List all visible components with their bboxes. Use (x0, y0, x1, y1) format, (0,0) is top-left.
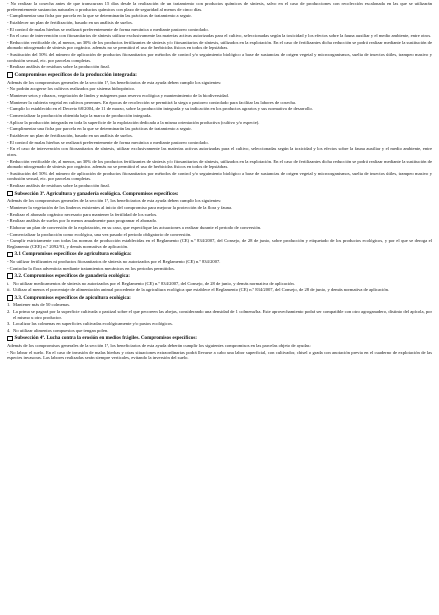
requirement-item: - Realizar análisis de residuos sobre la producción final. (7, 64, 110, 70)
checkbox-icon[interactable] (7, 295, 13, 301)
requirement-item: - En el caso de intervención con fitosanitarios de síntesis utilizar exclusivamente las materias activas autorizadas para el cultivo, seleccionadas según la toxicidad y los efectos sobre la fauna auxiliar y el medio ambiente, entre otros. (7, 33, 432, 39)
numbered-item (7, 302, 432, 308)
requirement-item: - No realizar la cosecha antes de que transcurran 15 días desde la realización de un tratamiento con productos químicos de síntesis, salvo en el caso de producciones con recolección escalonada en las que se utilizarán preferentemente sustancias naturales o productos químicos con plazo de seguridad al menos de cinco días. (7, 1, 432, 12)
numbered-item (7, 309, 432, 320)
subsection-heading: 3.1 Compromisos específicos de agricultura ecológica: (7, 251, 432, 257)
checkbox-icon[interactable] (7, 252, 13, 258)
requirement-item: - Realizar el abonado orgánico necesario para mantener la fertilidad de los suelos. (7, 211, 158, 217)
requirement-item: - Cumplir estrictamente con todas las normas de producción establecidas en el Reglamento (CE) n.º 834/2007, del Consejo, de 28 de junio, sobre producción y etiquetado de los productos ecológicos, y por el que se deroga el Reglamento (CEE) n.º 2092/91, y demás normativa de aplicación. (7, 238, 432, 249)
section-organic-livestock (7, 273, 432, 293)
requirement-item: - Sustitución del 50% del número de aplicación de productos fitosanitarios por métodos de control y/o seguimiento biológico a base de sustancias de origen vegetal y microorganismos, suelta de insectos útiles, trampeo masivo y confusión sexual, etc. por parcelas completas. (7, 170, 432, 182)
numbered-item (7, 321, 432, 327)
requirement-item: - No labrar el suelo. En el caso de invasión de malas hierbas y otras situaciones extraordinarias podrá llevarse a cabo una labor superficial, con cultivador, chisel o grada con anotación previa en el cuaderno de explotación de las especies invasoras. Las labores realizadas serán siempre verticales, evitando la inversión del suelo. (7, 349, 432, 361)
item-number: 4. (7, 327, 11, 333)
section-heading: Compromisos específicos de la producción integrada: (7, 72, 432, 78)
requirements-block (7, 1, 432, 70)
section-intro: Además de los compromisos generales de la sección 1ª, los beneficiarios de esta ayuda deberán cumplir los siguientes compromisos en las parcelas objeto de ayudas: (7, 343, 311, 349)
requirement-list (7, 350, 432, 361)
numbered-item (7, 281, 432, 287)
requirement-item: - Establecer un plan de fertilización, basado en un análisis de suelos. (7, 133, 133, 139)
section-organic-beekeeping (7, 295, 432, 334)
checkbox-icon[interactable] (7, 72, 13, 78)
checkbox-icon[interactable] (7, 336, 13, 342)
item-text: No utilizar alimentos compuestos que tengan polen. (13, 327, 109, 333)
requirement-item: - Elaborar un plan de conversión de la explotación, en su caso, que especifique las actuaciones a realizar durante el periodo de conversión. (7, 224, 262, 230)
requirement-item: - Sustitución del 50% del número de aplicación de productos fitosanitarios por métodos de control y/o seguimiento biológico a base de sustancias de origen vegetal y microorganismos, suelta de insectos útiles, trampeo masivo y confusión sexual, etc. por parcelas completas. (7, 52, 432, 63)
requirement-item: - Mantener la cubierta vegetal en cultivos perennes. En épocas de recolección se permitirá la siega o pastoreo controlado para facilitar las labores de cosecha. (7, 99, 297, 105)
subsection-heading: 3.2. Compromisos específicos de ganadería ecológica: (7, 273, 432, 279)
section-integrated-production (7, 72, 432, 189)
requirement-item: - Cumplimentar una ficha por parcela en la que se determinarán las prácticas de tratamiento a seguir. (7, 126, 192, 132)
item-text: Mantener más de 50 colmenas. (13, 302, 71, 308)
item-number: i. (7, 280, 10, 286)
item-number: 3. (7, 321, 11, 327)
section-organic-agriculture (7, 251, 432, 271)
requirement-item: - No utilizar fertilizantes ni productos fitosanitarios de síntesis no autorizados por el Reglamento (CE) n.º 834/2007. (7, 258, 221, 264)
requirement-list (7, 86, 432, 188)
item-number: 2. (7, 309, 11, 315)
numbered-list (7, 302, 432, 333)
requirement-list (7, 205, 432, 249)
item-text: Localizar las colmenas en superficies cultivadas ecológicamente y/o pastos ecológicos. (13, 321, 173, 327)
item-text: No utilizar medicamentos de síntesis no autorizados por el Reglamento (CE) n.º 834/2007, del Consejo, de 28 de junio, y demás normativa de aplicación. (13, 280, 295, 286)
subsection-heading: Subsección 3ª. Agricultura y ganadería ecológica. Compromisos específicos: (7, 191, 432, 197)
section-erosion-control (7, 335, 432, 360)
item-number: ii. (7, 287, 11, 293)
requirement-item: - Establecer un plan de fertilización, basado en un análisis de suelos. (7, 19, 133, 25)
item-text: Utilizar al menos el porcentaje de alimentación animal procedente de la agricultura ecológica que establece el Reglamento (CE) n.º 834/2007, del Consejo, de 28 de junio, y demás normativa de aplicación. (13, 287, 390, 293)
numbered-item (7, 328, 432, 334)
numbered-item (7, 287, 432, 293)
requirement-item: - El control de malas hierbas se realizará preferentemente de forma mecánica o mediante pastoreo controlado. (7, 26, 209, 32)
section-intro: Además de los compromisos generales de la sección 1ª, los beneficiarios de esta ayuda deben cumplir los siguientes: (7, 79, 222, 85)
requirement-item: - El control de malas hierbas se realizará preferentemente de forma mecánica o mediante pastoreo controlado. (7, 139, 209, 145)
item-number: 1. (7, 302, 11, 308)
requirement-item: - Cumplimentar una ficha por parcela en la que se determinarán las prácticas de tratamiento a seguir. (7, 13, 192, 19)
requirement-item: - Mantener setos y ribazos, vegetación de lindes y márgenes para reserva ecológica y mantenimiento de la biodiversidad. (7, 92, 229, 98)
requirement-item: - Reducción verificable de, al menos, un 30% de los productos fertilizantes de síntesis y/o fitosanitarios de síntesis, utilizados en la explotación. En el caso de fertilizantes dicha reducción se podrá realizar mediante la sustitución de abonado nitrogenado de síntesis por orgánico. además no se permitirá el uso de herbicidas físicos en todos de lepsiádras. (7, 39, 432, 51)
requirement-item: - Mantener la vegetación de los linderos existentes al inicio del compromiso para mejorar la protección de la flora y fauna. (7, 204, 233, 210)
numbered-list (7, 281, 432, 293)
requirement-list (7, 259, 432, 271)
section-organic-farming (7, 191, 432, 250)
requirement-item: - Aplicar la producción integrada en toda la superficie de la explotación dedicada a la misma orientación productiva (cultivo y/o especie). (7, 119, 260, 125)
requirement-item: - No podrán acogerse los cultivos realizados por sistema hidropónico. (7, 86, 136, 92)
subsection-heading: 3.3. Compromisos específicos de apicultura ecológica: (7, 295, 432, 301)
section-intro: Además de los compromisos generales de la sección 1ª, los beneficiarios de esta ayuda deben cumplir los siguientes: (7, 198, 222, 204)
requirement-item: - En el caso de intervención con fitosanitarios de síntesis, utilizar exclusivamente las materias activas autorizadas para el cultivo, seleccionadas según la toxicidad y los efectos sobre la fauna auxiliar y el medio ambiente, entre otros. (7, 146, 432, 157)
requirement-item: - Comercializar la producción como ecológica, una vez pasado el periodo obligatorio de conversión. (7, 231, 192, 237)
requirement-item: - Cumplir lo establecido en el Decreto 68/2004, de 11 de marzo, sobre la producción integrada y su indicación en los productos agrarios y sus normativa de desarrollo. (7, 106, 313, 112)
checkbox-icon[interactable] (7, 191, 13, 197)
subsection-heading: Subsección 4ª. Lucha contra la erosión en medios frágiles. Compromisos específicos: (7, 335, 432, 341)
checkbox-icon[interactable] (7, 273, 13, 279)
requirement-item: - Realizar análisis de residuos sobre la producción final. (7, 183, 110, 189)
requirement-item: - Reducción verificable de, al menos, un 30% de los productos fertilizantes de síntesis y/o fitosanitarios de síntesis, utilizados en la explotación. En el caso de fertilizantes dicha reducción se podrá realizar mediante la sustitución de abonado nitrogenado de síntesis por orgánico. además no se permitirá el uso de herbicidas físicos en todos de lepsiádras. (7, 158, 432, 170)
requirement-item: - Realizar análisis de suelos por lo menos anualmente para programar el abonado. (7, 218, 158, 224)
item-text: La prima se pagará por la superficie cultivada o pastizal sobre el que pecoreen las abejas, considerando una densidad de 1 colmena/ha. Este aprovechamiento podrá ser compatible con otro agroganadero, distinto del apícola, por el mismo u otro productor. (13, 309, 432, 320)
requirement-item: - Controlar la flora adventicia mediante tratamientos mecánicos en los periodos permitidos. (7, 265, 175, 271)
requirement-item: - Comercializar la producción obtenida bajo la marca de producción integrada. (7, 113, 152, 119)
